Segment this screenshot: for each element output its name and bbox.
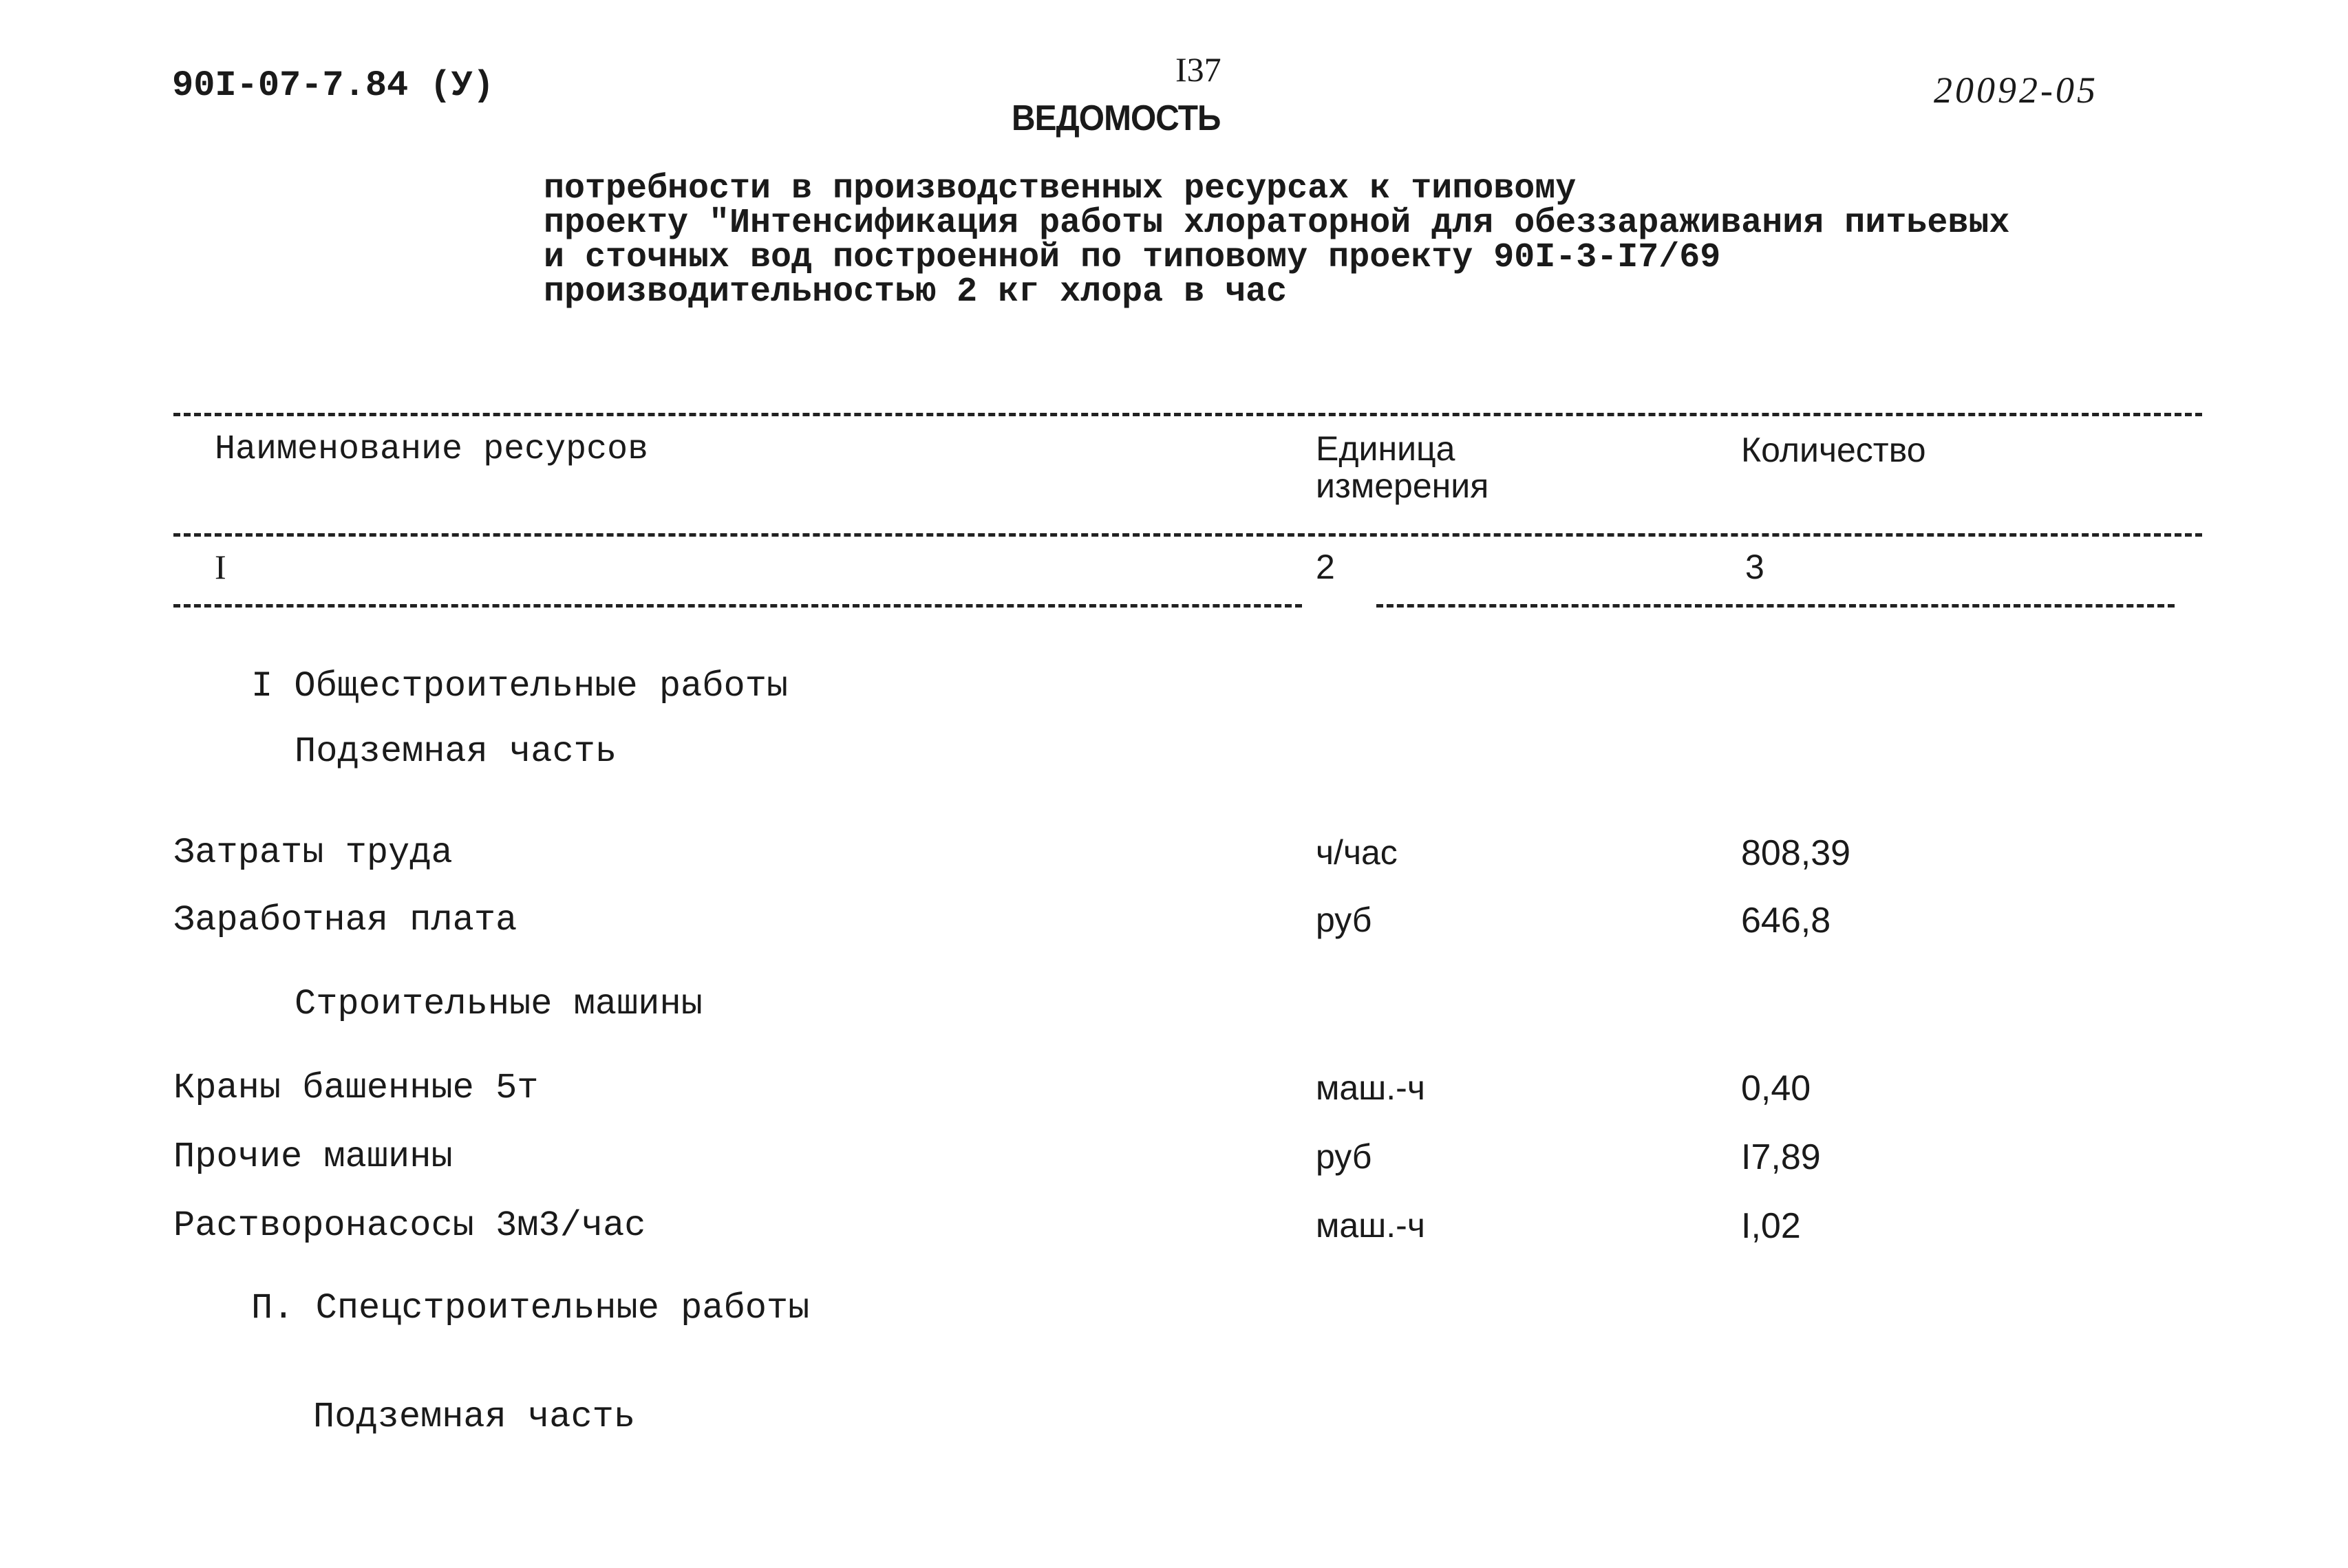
resource-name: Прочие машины [173, 1137, 453, 1177]
table-top-rule [173, 413, 2202, 416]
subtitle-line: проекту "Интенсификация работы хлораторной для обеззараживания питьевых [544, 204, 2010, 243]
section-title: П. Спецстроительные работы [251, 1288, 810, 1329]
table-numbering-rule-left [173, 604, 1302, 608]
resource-unit: руб [1316, 901, 1372, 939]
resource-unit: руб [1316, 1137, 1372, 1176]
document-code: 90I-07-7.84 (У) [172, 65, 495, 106]
resource-unit: ч/час [1316, 833, 1398, 872]
column-header-name: Наименование ресурсов [215, 430, 649, 469]
column-header-unit [1316, 430, 1488, 504]
subtitle-line: и сточных вод построенной по типовому проекту 90I-3-I7/69 [544, 238, 1721, 277]
resource-quantity: 0,40 [1741, 1068, 1811, 1108]
resource-name: Затраты труда [173, 833, 453, 873]
column-number: I [215, 548, 226, 586]
resource-quantity: 808,39 [1741, 833, 1851, 873]
column-header-unit-line2: измерения [1316, 466, 1489, 505]
resource-quantity: I7,89 [1741, 1137, 1821, 1177]
subsection-title: Подземная часть [313, 1397, 636, 1437]
document-subtitle [544, 169, 2010, 312]
document-title: ВЕДОМОСТЬ [1012, 98, 1221, 138]
page-number: I37 [1175, 50, 1221, 89]
table-numbering-rule-right [1376, 604, 2175, 608]
column-header-quantity: Количество [1741, 431, 1926, 469]
table-header-rule [173, 533, 2202, 537]
resource-quantity: 646,8 [1741, 901, 1831, 941]
resource-quantity: I,02 [1741, 1206, 1801, 1246]
archive-number: 20092-05 [1934, 69, 2098, 111]
subtitle-line: потребности в производственных ресурсах к типовому [544, 169, 1577, 208]
subsection-title: Подземная часть [295, 731, 617, 772]
resource-name: Заработная плата [173, 900, 517, 941]
column-number: 3 [1745, 548, 1764, 586]
column-number: 2 [1316, 548, 1335, 586]
resource-unit: маш.-ч [1316, 1068, 1425, 1107]
resource-name: Растворонасосы 3м3/час [173, 1205, 646, 1246]
resource-unit: маш.-ч [1316, 1206, 1425, 1245]
column-header-unit-line1: Единица [1316, 429, 1455, 468]
section-title: I Общестроительные работы [251, 666, 789, 707]
subtitle-line: производительностью 2 кг хлора в час [544, 272, 1288, 312]
subsection-title: Строительные машины [295, 984, 703, 1024]
resource-name: Краны башенные 5т [173, 1068, 539, 1108]
